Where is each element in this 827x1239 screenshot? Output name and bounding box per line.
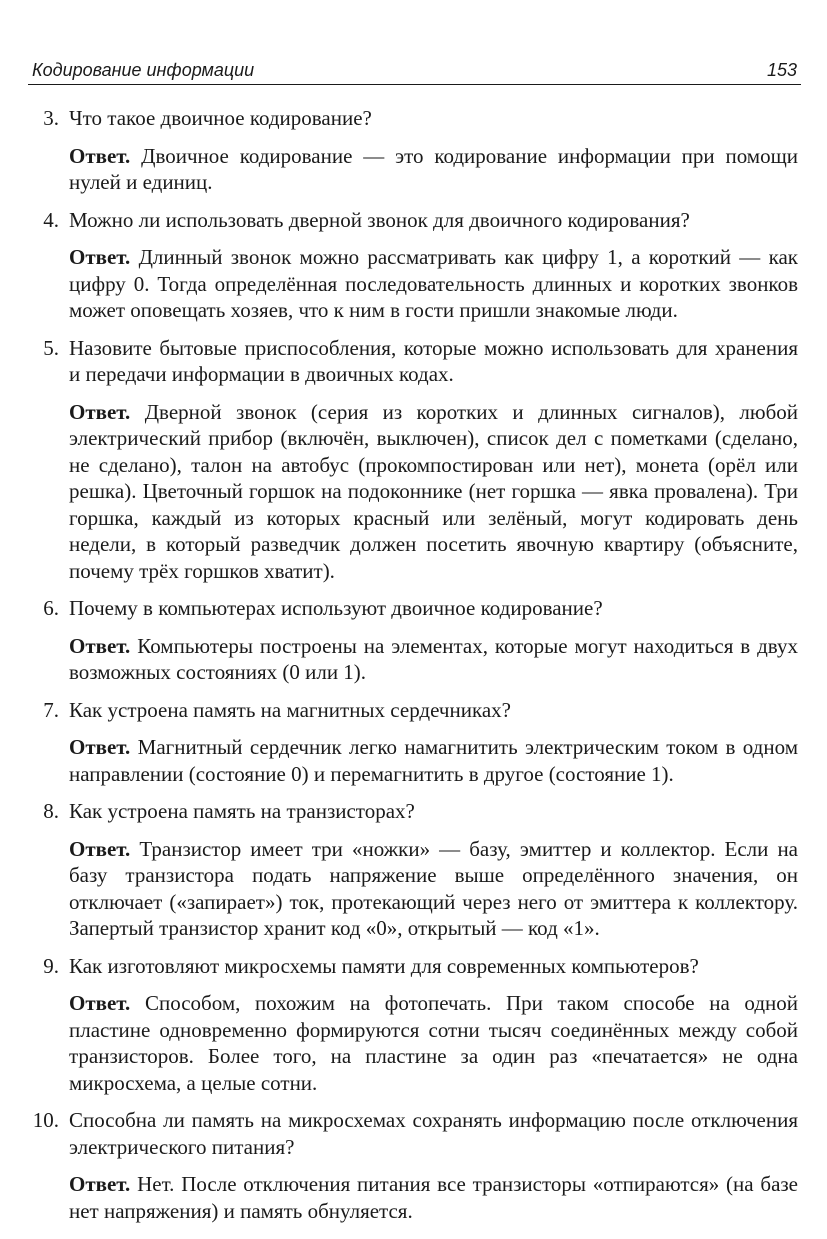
answer-text: Дверной звонок (серия из коротких и длинных сигналов), любой электрический прибор (включён, выключен), список дел с пометками (сделано, не сделано), талон на автобус (прокомпостирован или нет), монета (орёл или решка). Цветочный горшок на подоконнике (нет горшка — явка провалена). Три горшка, каждый из которых красный или зелёный, могут кодировать день недели, в который разведчик должен посетить явочную квартиру (объясните, почему трёх горшков хватит). (69, 399, 798, 583)
question-number: 5. (43, 335, 59, 360)
question-text: Что такое двоичное кодирование? (69, 106, 372, 130)
answer (30, 143, 798, 196)
answer-label: Ответ. (69, 735, 131, 759)
qa-item (30, 798, 798, 942)
answer-text: Магнитный сердечник легко намагнитить электрическим током в одном направлении (состояние 0) и перемагнитить в другое (состояние 1). (69, 735, 798, 786)
answer (30, 1171, 798, 1224)
qa-item (30, 207, 798, 324)
qa-item (30, 105, 798, 196)
question-text: Как устроена память на магнитных сердечниках? (69, 697, 511, 722)
answer-text: Транзистор имеет три «ножки» — базу, эмиттер и коллектор. Если на базу транзистора подать напряжение выше определённого значения, он отключает («запирает») ток, протекающий через него от эмиттера к коллектору. Запертый транзистор хранит код «0», открытый — код «1». (69, 836, 799, 940)
answer-text: Двоичное кодирование — это кодирование информации при помощи нулей и единиц. (69, 143, 799, 194)
answer-text: Нет. После отключения питания все транзисторы «отпираются» (на базе нет напряжения) и память обнуляется. (69, 1172, 799, 1223)
question-number: 10. (32, 1108, 59, 1132)
running-header (28, 58, 801, 85)
answer (30, 734, 798, 787)
answer (30, 633, 798, 686)
question (30, 1107, 798, 1160)
question-text: Назовите бытовые приспособления, которые можно использовать для хранения и передачи информации в двоичных кодах. (69, 335, 798, 386)
question-number: 9. (43, 953, 59, 978)
question-text: Как изготовляют микросхемы памяти для современных компьютеров? (69, 953, 699, 978)
question-number: 3. (43, 106, 59, 130)
answer-label: Ответ. (69, 245, 131, 269)
answer-label: Ответ. (69, 836, 131, 861)
question (30, 697, 798, 724)
page-number: 153 (766, 60, 797, 80)
qa-item (30, 335, 798, 585)
question-text: Способна ли память на микросхемах сохранять информацию после отключения электрического питания? (69, 1108, 798, 1159)
question (30, 798, 798, 825)
chapter-title: Кодирование информации (32, 60, 255, 80)
question (30, 105, 798, 132)
answer-label: Ответ. (69, 143, 131, 168)
answer (30, 990, 798, 1096)
question-number: 4. (43, 207, 59, 232)
question-text: Как устроена память на транзисторах? (69, 799, 415, 823)
qa-item (30, 953, 798, 1097)
answer-label: Ответ. (69, 399, 131, 424)
question-number: 8. (43, 799, 59, 823)
qa-item (30, 697, 798, 788)
question (30, 335, 798, 388)
question-text: Можно ли использовать дверной звонок для двоичного кодирования? (69, 207, 690, 232)
question-number: 7. (43, 697, 59, 722)
answer-text: Длинный звонок можно рассматривать как цифру 1, а короткий — как цифру 0. Тогда определённая последовательность длинных и коротких звонков может оповещать хозяев, что к ним в гости пришли знакомые люди. (69, 245, 799, 322)
question (30, 207, 798, 234)
answer (30, 399, 798, 585)
qa-list (30, 105, 798, 1235)
qa-item (30, 1107, 798, 1224)
question (30, 595, 798, 622)
answer-text: Компьютеры построены на элементах, которые могут находиться в двух возможных состояниях (0 или 1). (69, 633, 799, 684)
answer-label: Ответ. (69, 991, 131, 1015)
question (30, 953, 798, 980)
answer-label: Ответ. (69, 633, 131, 658)
answer (30, 244, 798, 324)
answer-text: Способом, похожим на фотопечать. При таком способе на одной пластине одновременно формируются сотни тысяч соединённых между собой транзисторов. Более того, на пластине за один раз «печатается» не одна микросхема, а целые сотни. (69, 991, 798, 1095)
qa-item (30, 595, 798, 686)
answer-label: Ответ. (69, 1172, 131, 1196)
question-text: Почему в компьютерах используют двоичное кодирование? (69, 596, 603, 620)
question-number: 6. (43, 596, 59, 620)
answer (30, 836, 798, 942)
